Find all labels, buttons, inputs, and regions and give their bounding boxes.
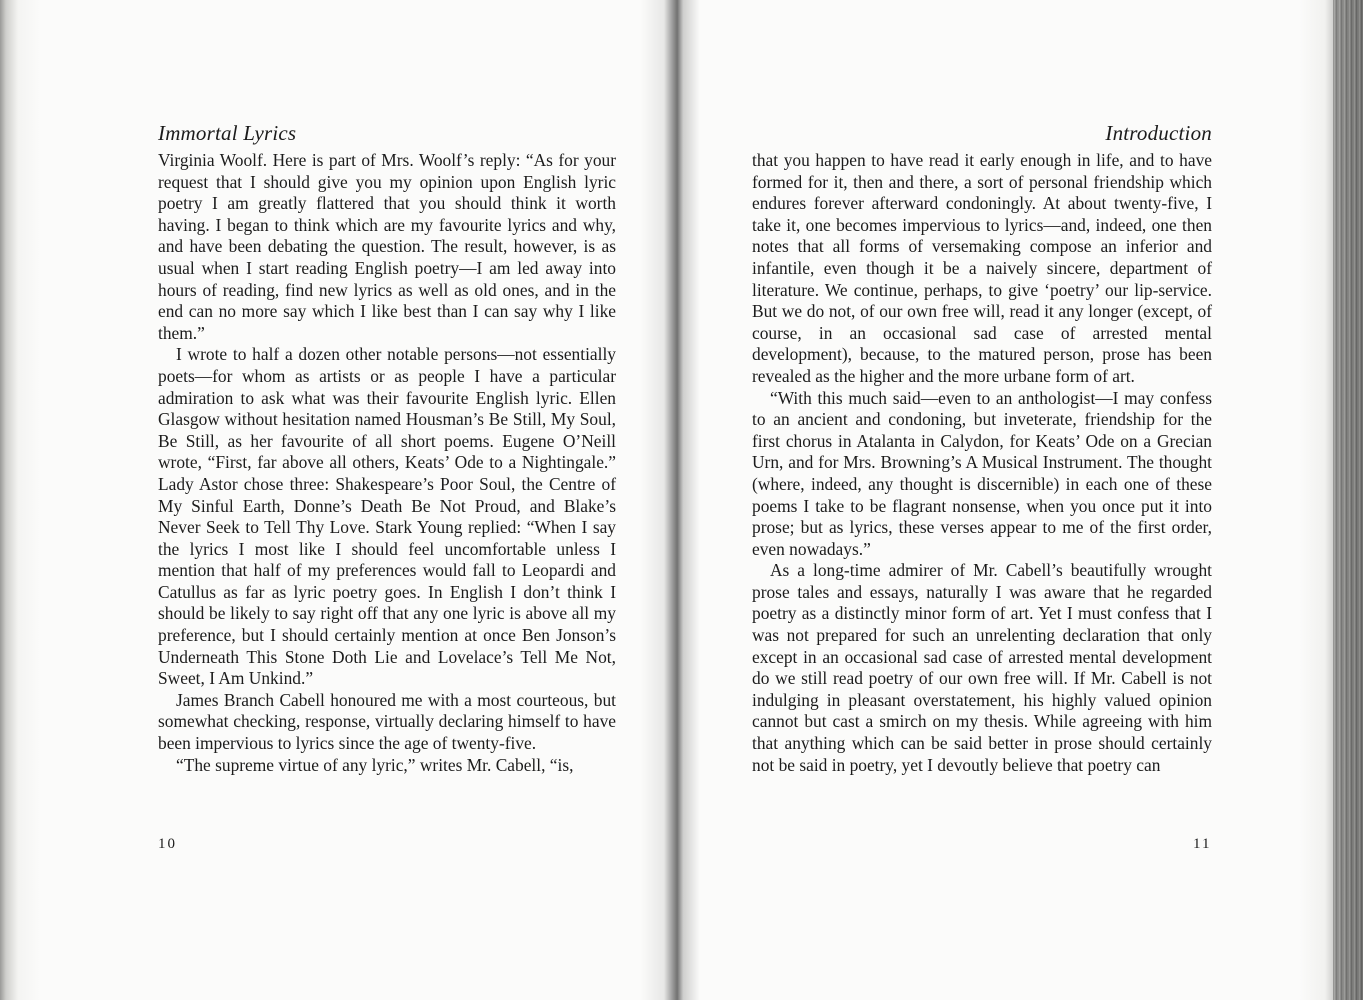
left-page [158,118,616,776]
page-number-left: 10 [158,836,177,852]
right-page-body [752,150,1212,776]
paragraph: that you happen to have read it early enough in life, and to have formed for it, then and there, a sort of personal friendship which endures forever afterward condoningly. At about twenty-five, I take it, one becomes impervious to lyrics—and, indeed, one then notes that all forms of versemaking compose an inferior and infantile, even though it be a naively sincere, department of literature. We continue, perhaps, to give ‘poetry’ our lip-service. But we do not, of our own free will, read it any longer (except, of course, in an occasional sad case of arrested mental development), because, to the matured person, prose has been revealed as the higher and the more urbane form of art. [752,150,1212,386]
paragraph: “The supreme virtue of any lyric,” writes Mr. Cabell, “is, [176,754,574,775]
paragraph: James Branch Cabell honoured me with a most courteous, but somewhat checking, response, virtually declaring himself to have been impervious to lyrics since the age of twenty-five. [158,689,616,754]
left-page-body [158,150,616,776]
paragraph: As a long-time admirer of Mr. Cabell’s beautifully wrought prose tales and essays, naturally I was aware that he regarded poetry as a distinctly minor form of art. Yet I must confess that I was not prepared for such an unrelenting declaration that only except in an occasional sad case of arrested mental development do we still read poetry of our own free will. If Mr. Cabell is not indulging in pleasant overstatement, his highly valued opinion cannot but cast a smirch on my thesis. While agreeing with him that anything which can be said better in prose should certainly not be said in poetry, yet I devoutly believe that poetry can [752,560,1212,775]
paragraph: Virginia Woolf. Here is part of Mrs. Woolf’s reply: “As for your request that I should give you my opinion upon English lyric poetry I am greatly flattered that you should think it worth having. I began to think which are my favourite lyrics and why, and have been debating the question. The result, however, is as usual when I start reading English poetry—I am led away into hours of reading, find new lyrics as well as old ones, and in the end can no more say which I like best than I can say why I like them.” [158,150,616,343]
page-edges [1333,0,1363,1000]
paragraph: “With this much said—even to an anthologist—I may confess to an ancient and condoning, but inveterate, friendship for the first chorus in Atalanta in Calydon, for Keats’ Ode on a Grecian Urn, and for Mrs. Browning’s A Musical Instrument. The thought (where, indeed, any thought is discernible) in each one of these poems I take to be flagrant nonsense, when you once put it into prose; but as lyrics, these verses appear to me of the first order, even nowadays.” [752,387,1212,559]
running-head-right: Introduction [1105,121,1212,145]
running-head-left: Immortal Lyrics [158,121,297,145]
book-gutter [640,0,700,1000]
right-page [752,118,1212,776]
page-number-right: 11 [1193,836,1212,852]
paragraph: I wrote to half a dozen other notable persons—not essentially poets—for whom as artists or as people I have a particular admiration to ask what was their favourite English lyric. Ellen Glasgow without hesitation named Housman’s Be Still, My Soul, Be Still, as her favourite of all short poems. Eugene O’Neill wrote, “First, far above all others, Keats’ Ode to a Nightingale.” Lady Astor chose three: Shakespeare’s Poor Soul, the Centre of My Sinful Earth, Donne’s Death Be Not Proud, and Blake’s Never Seek to Tell Thy Love. Stark Young replied: “When I say the lyrics I most like I should feel uncomfortable unless I mention that half of my preferences would fall to Leopardi and Catullus as far as lyric poetry goes. In English I don’t think I should be likely to say right off that any one lyric is above all my preference, but I should certainly mention at once Ben Jonson’s Underneath This Stone Doth Lie and Lovelace’s Tell Me Not, Sweet, I Am Unkind.” [158,344,616,689]
